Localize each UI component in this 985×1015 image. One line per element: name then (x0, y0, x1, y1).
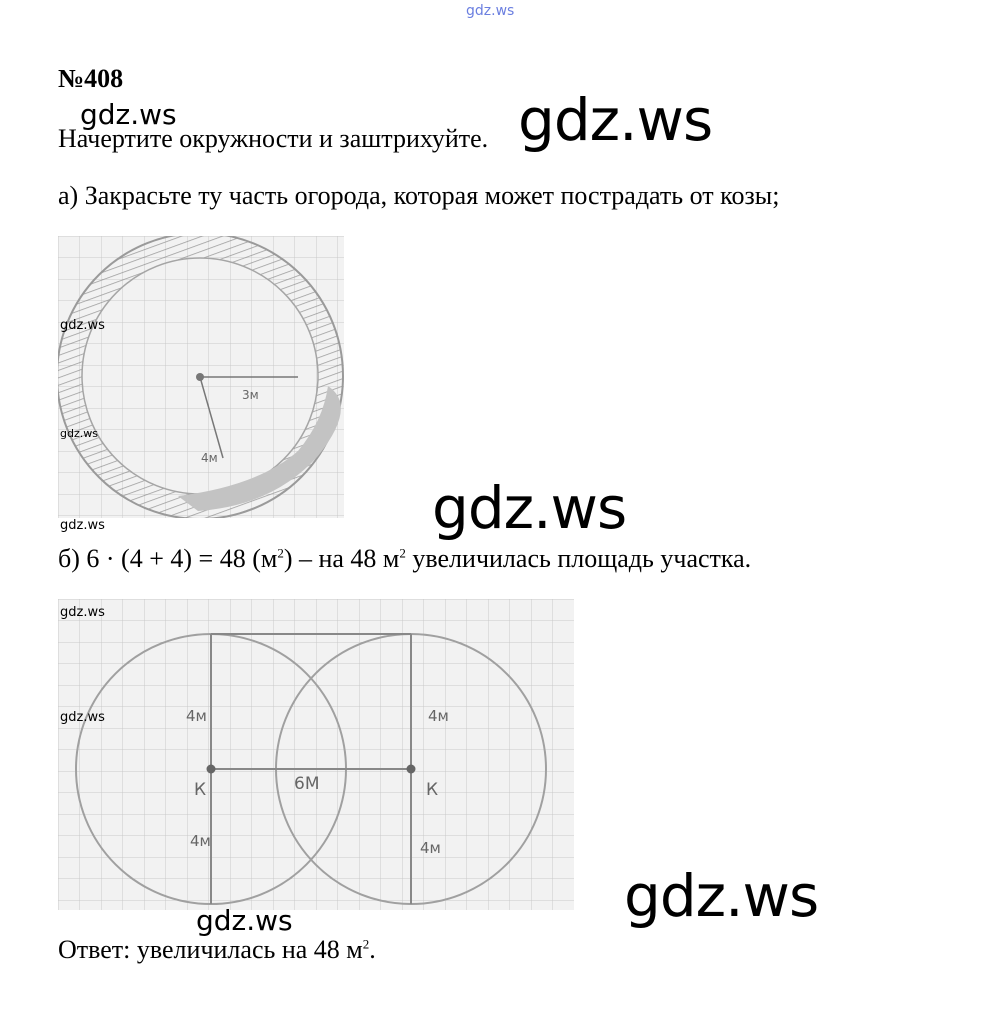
watermark-large: gdz.ws (432, 474, 627, 542)
label-4m-br: 4м (420, 839, 441, 857)
label-k-right: К (426, 780, 439, 800)
watermark-medium: gdz.ws (196, 904, 293, 937)
figure-a (58, 236, 344, 518)
label-4m-tl: 4м (186, 707, 207, 725)
task-instruction: Начертите окружности и заштрихуйте. (58, 124, 489, 153)
watermark-medium: gdz.ws (80, 98, 177, 131)
label-4m-tr: 4м (428, 707, 449, 725)
point-k-left (207, 765, 216, 774)
part-a-text: а) Закрасьте ту часть огорода, которая может пострадать от козы; (58, 181, 780, 210)
label-6m: 6М (294, 774, 320, 794)
label-4m-bl: 4м (190, 832, 211, 850)
watermark-large: gdz.ws (624, 862, 819, 930)
label-radius-4: 4м (201, 451, 218, 465)
watermark-small: gdz.ws (60, 605, 105, 620)
part-b-text: б) 6 · (4 + 4) = 48 $(м^2)$ – на 48 $м^2$ увеличилась площадь участка. (58, 544, 752, 573)
watermark-large: gdz.ws (518, 86, 713, 154)
label-radius-3: 3м (242, 388, 259, 402)
watermark-small: gdz.ws (60, 318, 105, 333)
watermark-small: gdz.ws (60, 427, 98, 440)
watermark-small: gdz.ws (60, 710, 105, 725)
point-k-right (407, 765, 416, 774)
top-watermark: gdz.ws (466, 3, 515, 19)
watermark-small: gdz.ws (60, 518, 105, 533)
figure-b (58, 599, 574, 910)
label-k-left: К (194, 780, 207, 800)
answer-text: Ответ: увеличилась на 48 $м^2$. (58, 935, 376, 964)
task-number: №408 (58, 64, 124, 93)
